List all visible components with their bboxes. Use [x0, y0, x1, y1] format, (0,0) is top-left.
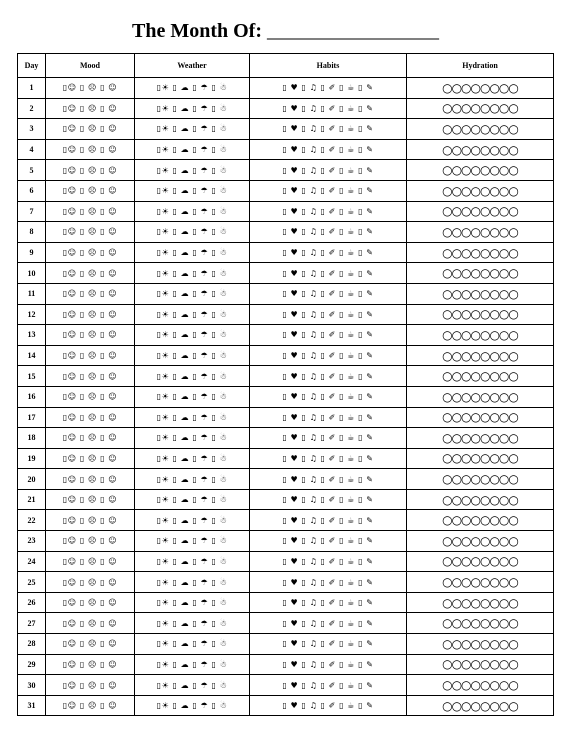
weather-icons[interactable]: ▯☀ ▯ ☁ ▯ ☂ ▯ ☃ — [135, 345, 250, 366]
day-number: 4 — [18, 139, 46, 160]
mood-icons[interactable]: ▯☺ ▯ ☹ ▯ ☺ — [46, 407, 135, 428]
habit-icons[interactable]: ▯ ♥ ▯ ♫ ▯ ✐ ▯ ☕ ▯ ✎ — [250, 531, 407, 552]
weather-icons[interactable]: ▯☀ ▯ ☁ ▯ ☂ ▯ ☃ — [135, 592, 250, 613]
table-row — [18, 119, 554, 140]
weather-icons[interactable]: ▯☀ ▯ ☁ ▯ ☂ ▯ ☃ — [135, 201, 250, 222]
weather-icons[interactable]: ▯☀ ▯ ☁ ▯ ☂ ▯ ☃ — [135, 78, 250, 99]
mood-icons[interactable]: ▯☺ ▯ ☹ ▯ ☺ — [46, 572, 135, 593]
habit-icons[interactable]: ▯ ♥ ▯ ♫ ▯ ✐ ▯ ☕ ▯ ✎ — [250, 572, 407, 593]
table-row — [18, 201, 554, 222]
table-row — [18, 407, 554, 428]
weather-icons[interactable]: ▯☀ ▯ ☁ ▯ ☂ ▯ ☃ — [135, 469, 250, 490]
weather-icons[interactable]: ▯☀ ▯ ☁ ▯ ☂ ▯ ☃ — [135, 119, 250, 140]
habit-icons[interactable]: ▯ ♥ ▯ ♫ ▯ ✐ ▯ ☕ ▯ ✎ — [250, 283, 407, 304]
day-number: 13 — [18, 325, 46, 346]
hydration-circles[interactable]: ○○○○○○○○ — [407, 695, 554, 716]
hydration-circles[interactable]: ○○○○○○○○ — [407, 675, 554, 696]
day-number: 25 — [18, 572, 46, 593]
weather-icons[interactable]: ▯☀ ▯ ☁ ▯ ☂ ▯ ☃ — [135, 531, 250, 552]
day-number: 15 — [18, 366, 46, 387]
habit-icons[interactable]: ▯ ♥ ▯ ♫ ▯ ✐ ▯ ☕ ▯ ✎ — [250, 366, 407, 387]
table-row — [18, 283, 554, 304]
table-row — [18, 675, 554, 696]
day-number: 18 — [18, 428, 46, 449]
hydration-circles[interactable]: ○○○○○○○○ — [407, 201, 554, 222]
table-row — [18, 572, 554, 593]
header-habits: Habits — [250, 54, 407, 78]
habit-icons[interactable]: ▯ ♥ ▯ ♫ ▯ ✐ ▯ ☕ ▯ ✎ — [250, 386, 407, 407]
table-row — [18, 222, 554, 243]
tracker-rows — [18, 78, 554, 716]
hydration-circles[interactable]: ○○○○○○○○ — [407, 551, 554, 572]
mood-icons[interactable]: ▯☺ ▯ ☹ ▯ ☺ — [46, 489, 135, 510]
day-number: 11 — [18, 283, 46, 304]
hydration-circles[interactable]: ○○○○○○○○ — [407, 407, 554, 428]
weather-icons[interactable]: ▯☀ ▯ ☁ ▯ ☂ ▯ ☃ — [135, 263, 250, 284]
habit-icons[interactable]: ▯ ♥ ▯ ♫ ▯ ✐ ▯ ☕ ▯ ✎ — [250, 263, 407, 284]
header-hydration: Hydration — [407, 54, 554, 78]
weather-icons[interactable]: ▯☀ ▯ ☁ ▯ ☂ ▯ ☃ — [135, 634, 250, 655]
weather-icons[interactable]: ▯☀ ▯ ☁ ▯ ☂ ▯ ☃ — [135, 139, 250, 160]
hydration-circles[interactable]: ○○○○○○○○ — [407, 160, 554, 181]
weather-icons[interactable]: ▯☀ ▯ ☁ ▯ ☂ ▯ ☃ — [135, 304, 250, 325]
weather-icons[interactable]: ▯☀ ▯ ☁ ▯ ☂ ▯ ☃ — [135, 572, 250, 593]
title-fill-line: ___________________ — [267, 20, 438, 42]
day-number: 24 — [18, 551, 46, 572]
hydration-circles[interactable]: ○○○○○○○○ — [407, 263, 554, 284]
weather-icons[interactable]: ▯☀ ▯ ☁ ▯ ☂ ▯ ☃ — [135, 510, 250, 531]
table-row — [18, 345, 554, 366]
table-row — [18, 695, 554, 716]
day-number: 6 — [18, 180, 46, 201]
table-row — [18, 510, 554, 531]
table-row — [18, 634, 554, 655]
mood-icons[interactable]: ▯☺ ▯ ☹ ▯ ☺ — [46, 510, 135, 531]
habit-icons[interactable]: ▯ ♥ ▯ ♫ ▯ ✐ ▯ ☕ ▯ ✎ — [250, 551, 407, 572]
header-day: Day — [18, 54, 46, 78]
title-label: The Month Of: — [132, 20, 262, 42]
header-row — [18, 54, 554, 78]
weather-icons[interactable]: ▯☀ ▯ ☁ ▯ ☂ ▯ ☃ — [135, 180, 250, 201]
weather-icons[interactable]: ▯☀ ▯ ☁ ▯ ☂ ▯ ☃ — [135, 613, 250, 634]
hydration-circles[interactable]: ○○○○○○○○ — [407, 613, 554, 634]
hydration-circles[interactable]: ○○○○○○○○ — [407, 634, 554, 655]
table-row — [18, 469, 554, 490]
habit-icons[interactable]: ▯ ♥ ▯ ♫ ▯ ✐ ▯ ☕ ▯ ✎ — [250, 448, 407, 469]
hydration-circles[interactable]: ○○○○○○○○ — [407, 428, 554, 449]
header-weather: Weather — [135, 54, 250, 78]
table-row — [18, 139, 554, 160]
monthly-tracker-table — [17, 53, 554, 716]
mood-icons[interactable]: ▯☺ ▯ ☹ ▯ ☺ — [46, 634, 135, 655]
weather-icons[interactable]: ▯☀ ▯ ☁ ▯ ☂ ▯ ☃ — [135, 98, 250, 119]
day-number: 21 — [18, 489, 46, 510]
hydration-circles[interactable]: ○○○○○○○○ — [407, 283, 554, 304]
habit-icons[interactable]: ▯ ♥ ▯ ♫ ▯ ✐ ▯ ☕ ▯ ✎ — [250, 510, 407, 531]
hydration-circles[interactable]: ○○○○○○○○ — [407, 78, 554, 99]
mood-icons[interactable]: ▯☺ ▯ ☹ ▯ ☺ — [46, 428, 135, 449]
mood-icons[interactable]: ▯☺ ▯ ☹ ▯ ☺ — [46, 366, 135, 387]
hydration-circles[interactable]: ○○○○○○○○ — [407, 572, 554, 593]
day-number: 31 — [18, 695, 46, 716]
weather-icons[interactable]: ▯☀ ▯ ☁ ▯ ☂ ▯ ☃ — [135, 325, 250, 346]
mood-icons[interactable]: ▯☺ ▯ ☹ ▯ ☺ — [46, 448, 135, 469]
habit-icons[interactable]: ▯ ♥ ▯ ♫ ▯ ✐ ▯ ☕ ▯ ✎ — [250, 325, 407, 346]
table-row — [18, 489, 554, 510]
table-row — [18, 325, 554, 346]
table-row — [18, 304, 554, 325]
mood-icons[interactable]: ▯☺ ▯ ☹ ▯ ☺ — [46, 119, 135, 140]
habit-icons[interactable]: ▯ ♥ ▯ ♫ ▯ ✐ ▯ ☕ ▯ ✎ — [250, 201, 407, 222]
weather-icons[interactable]: ▯☀ ▯ ☁ ▯ ☂ ▯ ☃ — [135, 654, 250, 675]
hydration-circles[interactable]: ○○○○○○○○ — [407, 469, 554, 490]
habit-icons[interactable]: ▯ ♥ ▯ ♫ ▯ ✐ ▯ ☕ ▯ ✎ — [250, 634, 407, 655]
habit-icons[interactable]: ▯ ♥ ▯ ♫ ▯ ✐ ▯ ☕ ▯ ✎ — [250, 613, 407, 634]
habit-icons[interactable]: ▯ ♥ ▯ ♫ ▯ ✐ ▯ ☕ ▯ ✎ — [250, 304, 407, 325]
weather-icons[interactable]: ▯☀ ▯ ☁ ▯ ☂ ▯ ☃ — [135, 448, 250, 469]
day-number: 7 — [18, 201, 46, 222]
table-row — [18, 592, 554, 613]
mood-icons[interactable]: ▯☺ ▯ ☹ ▯ ☺ — [46, 180, 135, 201]
mood-icons[interactable]: ▯☺ ▯ ☹ ▯ ☺ — [46, 78, 135, 99]
hydration-circles[interactable]: ○○○○○○○○ — [407, 304, 554, 325]
hydration-circles[interactable]: ○○○○○○○○ — [407, 366, 554, 387]
table-row — [18, 242, 554, 263]
mood-icons[interactable]: ▯☺ ▯ ☹ ▯ ☺ — [46, 325, 135, 346]
weather-icons[interactable]: ▯☀ ▯ ☁ ▯ ☂ ▯ ☃ — [135, 386, 250, 407]
day-number: 20 — [18, 469, 46, 490]
mood-icons[interactable]: ▯☺ ▯ ☹ ▯ ☺ — [46, 242, 135, 263]
hydration-circles[interactable]: ○○○○○○○○ — [407, 98, 554, 119]
weather-icons[interactable]: ▯☀ ▯ ☁ ▯ ☂ ▯ ☃ — [135, 407, 250, 428]
hydration-circles[interactable]: ○○○○○○○○ — [407, 592, 554, 613]
habit-icons[interactable]: ▯ ♥ ▯ ♫ ▯ ✐ ▯ ☕ ▯ ✎ — [250, 345, 407, 366]
table-row — [18, 428, 554, 449]
day-number: 27 — [18, 613, 46, 634]
table-row — [18, 613, 554, 634]
table-row — [18, 366, 554, 387]
day-number: 5 — [18, 160, 46, 181]
mood-icons[interactable]: ▯☺ ▯ ☹ ▯ ☺ — [46, 654, 135, 675]
hydration-circles[interactable]: ○○○○○○○○ — [407, 325, 554, 346]
table-row — [18, 654, 554, 675]
hydration-circles[interactable]: ○○○○○○○○ — [407, 242, 554, 263]
hydration-circles[interactable]: ○○○○○○○○ — [407, 510, 554, 531]
mood-icons[interactable]: ▯☺ ▯ ☹ ▯ ☺ — [46, 160, 135, 181]
weather-icons[interactable]: ▯☀ ▯ ☁ ▯ ☂ ▯ ☃ — [135, 695, 250, 716]
table-row — [18, 551, 554, 572]
day-number: 23 — [18, 531, 46, 552]
habit-icons[interactable]: ▯ ♥ ▯ ♫ ▯ ✐ ▯ ☕ ▯ ✎ — [250, 654, 407, 675]
day-number: 1 — [18, 78, 46, 99]
mood-icons[interactable]: ▯☺ ▯ ☹ ▯ ☺ — [46, 139, 135, 160]
hydration-circles[interactable]: ○○○○○○○○ — [407, 654, 554, 675]
hydration-circles[interactable]: ○○○○○○○○ — [407, 222, 554, 243]
hydration-circles[interactable]: ○○○○○○○○ — [407, 386, 554, 407]
table-row — [18, 160, 554, 181]
mood-icons[interactable]: ▯☺ ▯ ☹ ▯ ☺ — [46, 222, 135, 243]
habit-icons[interactable]: ▯ ♥ ▯ ♫ ▯ ✐ ▯ ☕ ▯ ✎ — [250, 469, 407, 490]
weather-icons[interactable]: ▯☀ ▯ ☁ ▯ ☂ ▯ ☃ — [135, 283, 250, 304]
hydration-circles[interactable]: ○○○○○○○○ — [407, 489, 554, 510]
table-row — [18, 98, 554, 119]
page-title — [0, 20, 570, 43]
weather-icons[interactable]: ▯☀ ▯ ☁ ▯ ☂ ▯ ☃ — [135, 489, 250, 510]
table-row — [18, 180, 554, 201]
mood-icons[interactable]: ▯☺ ▯ ☹ ▯ ☺ — [46, 592, 135, 613]
table-row — [18, 263, 554, 284]
mood-icons[interactable]: ▯☺ ▯ ☹ ▯ ☺ — [46, 386, 135, 407]
table-row — [18, 531, 554, 552]
habit-icons[interactable]: ▯ ♥ ▯ ♫ ▯ ✐ ▯ ☕ ▯ ✎ — [250, 428, 407, 449]
hydration-circles[interactable]: ○○○○○○○○ — [407, 531, 554, 552]
mood-icons[interactable]: ▯☺ ▯ ☹ ▯ ☺ — [46, 201, 135, 222]
hydration-circles[interactable]: ○○○○○○○○ — [407, 139, 554, 160]
day-number: 17 — [18, 407, 46, 428]
weather-icons[interactable]: ▯☀ ▯ ☁ ▯ ☂ ▯ ☃ — [135, 222, 250, 243]
mood-icons[interactable]: ▯☺ ▯ ☹ ▯ ☺ — [46, 613, 135, 634]
day-number: 10 — [18, 263, 46, 284]
day-number: 29 — [18, 654, 46, 675]
day-number: 8 — [18, 222, 46, 243]
day-number: 14 — [18, 345, 46, 366]
mood-icons[interactable]: ▯☺ ▯ ☹ ▯ ☺ — [46, 531, 135, 552]
header-mood: Mood — [46, 54, 135, 78]
day-number: 12 — [18, 304, 46, 325]
habit-icons[interactable]: ▯ ♥ ▯ ♫ ▯ ✐ ▯ ☕ ▯ ✎ — [250, 160, 407, 181]
hydration-circles[interactable]: ○○○○○○○○ — [407, 180, 554, 201]
mood-icons[interactable]: ▯☺ ▯ ☹ ▯ ☺ — [46, 304, 135, 325]
weather-icons[interactable]: ▯☀ ▯ ☁ ▯ ☂ ▯ ☃ — [135, 551, 250, 572]
habit-icons[interactable]: ▯ ♥ ▯ ♫ ▯ ✐ ▯ ☕ ▯ ✎ — [250, 675, 407, 696]
day-number: 3 — [18, 119, 46, 140]
habit-icons[interactable]: ▯ ♥ ▯ ♫ ▯ ✐ ▯ ☕ ▯ ✎ — [250, 489, 407, 510]
weather-icons[interactable]: ▯☀ ▯ ☁ ▯ ☂ ▯ ☃ — [135, 675, 250, 696]
table-row — [18, 78, 554, 99]
hydration-circles[interactable]: ○○○○○○○○ — [407, 119, 554, 140]
mood-icons[interactable]: ▯☺ ▯ ☹ ▯ ☺ — [46, 263, 135, 284]
habit-icons[interactable]: ▯ ♥ ▯ ♫ ▯ ✐ ▯ ☕ ▯ ✎ — [250, 407, 407, 428]
day-number: 16 — [18, 386, 46, 407]
day-number: 22 — [18, 510, 46, 531]
habit-icons[interactable]: ▯ ♥ ▯ ♫ ▯ ✐ ▯ ☕ ▯ ✎ — [250, 180, 407, 201]
habit-icons[interactable]: ▯ ♥ ▯ ♫ ▯ ✐ ▯ ☕ ▯ ✎ — [250, 695, 407, 716]
mood-icons[interactable]: ▯☺ ▯ ☹ ▯ ☺ — [46, 98, 135, 119]
habit-icons[interactable]: ▯ ♥ ▯ ♫ ▯ ✐ ▯ ☕ ▯ ✎ — [250, 119, 407, 140]
weather-icons[interactable]: ▯☀ ▯ ☁ ▯ ☂ ▯ ☃ — [135, 428, 250, 449]
day-number: 2 — [18, 98, 46, 119]
day-number: 26 — [18, 592, 46, 613]
habit-icons[interactable]: ▯ ♥ ▯ ♫ ▯ ✐ ▯ ☕ ▯ ✎ — [250, 592, 407, 613]
table-row — [18, 448, 554, 469]
habit-icons[interactable]: ▯ ♥ ▯ ♫ ▯ ✐ ▯ ☕ ▯ ✎ — [250, 222, 407, 243]
day-number: 19 — [18, 448, 46, 469]
hydration-circles[interactable]: ○○○○○○○○ — [407, 448, 554, 469]
mood-icons[interactable]: ▯☺ ▯ ☹ ▯ ☺ — [46, 551, 135, 572]
habit-icons[interactable]: ▯ ♥ ▯ ♫ ▯ ✐ ▯ ☕ ▯ ✎ — [250, 139, 407, 160]
mood-icons[interactable]: ▯☺ ▯ ☹ ▯ ☺ — [46, 345, 135, 366]
day-number: 28 — [18, 634, 46, 655]
habit-icons[interactable]: ▯ ♥ ▯ ♫ ▯ ✐ ▯ ☕ ▯ ✎ — [250, 78, 407, 99]
mood-icons[interactable]: ▯☺ ▯ ☹ ▯ ☺ — [46, 675, 135, 696]
mood-icons[interactable]: ▯☺ ▯ ☹ ▯ ☺ — [46, 469, 135, 490]
mood-icons[interactable]: ▯☺ ▯ ☹ ▯ ☺ — [46, 283, 135, 304]
mood-icons[interactable]: ▯☺ ▯ ☹ ▯ ☺ — [46, 695, 135, 716]
habit-icons[interactable]: ▯ ♥ ▯ ♫ ▯ ✐ ▯ ☕ ▯ ✎ — [250, 98, 407, 119]
weather-icons[interactable]: ▯☀ ▯ ☁ ▯ ☂ ▯ ☃ — [135, 242, 250, 263]
weather-icons[interactable]: ▯☀ ▯ ☁ ▯ ☂ ▯ ☃ — [135, 366, 250, 387]
hydration-circles[interactable]: ○○○○○○○○ — [407, 345, 554, 366]
table-row — [18, 386, 554, 407]
day-number: 30 — [18, 675, 46, 696]
day-number: 9 — [18, 242, 46, 263]
weather-icons[interactable]: ▯☀ ▯ ☁ ▯ ☂ ▯ ☃ — [135, 160, 250, 181]
habit-icons[interactable]: ▯ ♥ ▯ ♫ ▯ ✐ ▯ ☕ ▯ ✎ — [250, 242, 407, 263]
